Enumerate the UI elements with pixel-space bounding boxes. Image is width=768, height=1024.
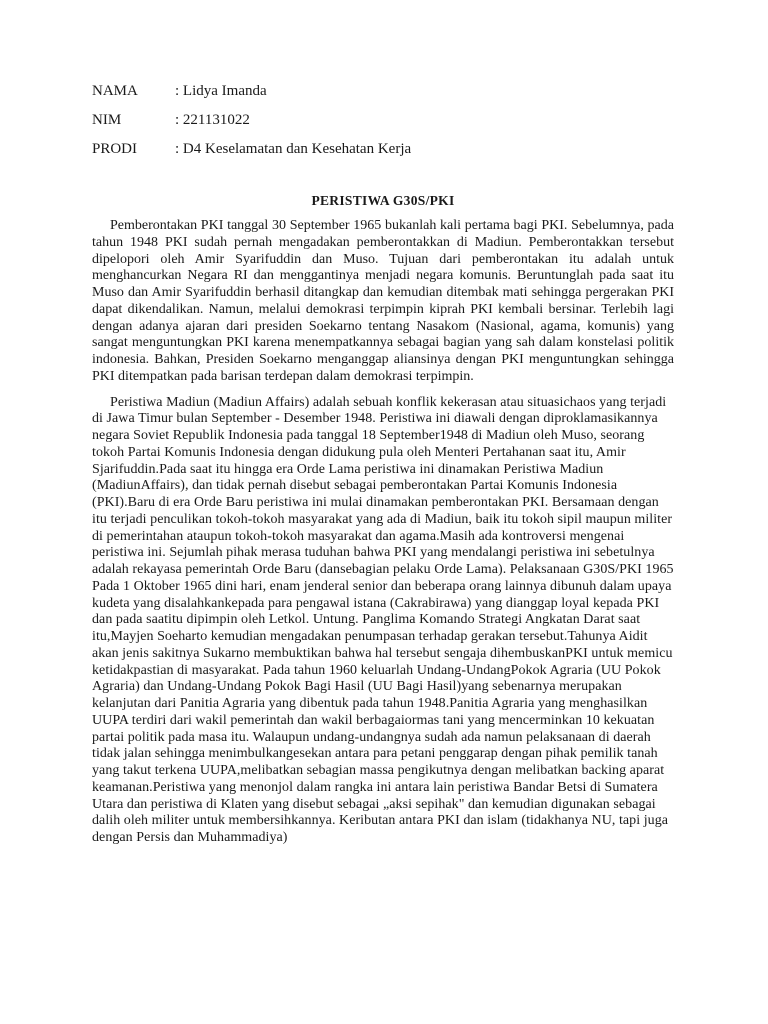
nim-label: NIM (92, 112, 122, 128)
nama-label: NAMA (92, 83, 138, 99)
prodi-value: : D4 Keselamatan dan Kesehatan Kerja (175, 141, 412, 157)
info-row-prodi (92, 140, 415, 169)
paragraph-pki-1965: Pemberontakan PKI tanggal 30 September 1965 bukanlah kali pertama bagi PKI. Sebelumnya, pada tahun 1948 PKI sudah pernah mengadakan pemberontakkan di Madiun. Pemberontakkan tersebut dipelopori oleh Amir Syarifuddin dan Muso. Tujuan dari pemberontakan itu adalah untuk menghancurkan Negara RI dan menggantinya menjadi negara komunis. Beruntunglah pada saat itu Muso dan Amir Syarifuddin berhasil ditangkap dan kemudian ditembak mati sehingga pergerakan PKI dapat dikendalikan. Namun, melalui demokrasi terpimpin kiprah PKI kembali bersinar. Terlebih lagi dengan adanya ajaran dari presiden Soekarno tentang Nasakom (Nasional, agama, komunis) yang sangat menguntungkan PKI karena menempatkannya sebagai bagian yang sah dalam konstelasi politik indonesia. Bahkan, Presiden Soekarno menganggap aliansinya dengan PKI menguntungkan sehingga PKI ditempatkan pada barisan terdepan dalam demokrasi terpimpin. (92, 218, 674, 384)
prodi-label: PRODI (92, 141, 138, 157)
student-info-table (92, 82, 415, 169)
paragraph-madiun-affair: Peristiwa Madiun (Madiun Affairs) adalah sebuah konflik kekerasan atau situasichaos yang terjadi di Jawa Timur bulan September - Desember 1948. Peristiwa ini diawali dengan diproklamasikannya negara Soviet Republik Indonesia pada tanggal 18 September1948 di Madiun oleh Muso, seorang tokoh Partai Komunis Indonesia dengan didukung pula oleh Menteri Pertahanan saat itu, Amir Sjarifuddin.Pada saat itu hingga era Orde Lama peristiwa ini dinamakan Peristiwa Madiun (MadiunAffairs), dan tidak pernah disebut sebagai pemberontakan Partai Komunis Indonesia (PKI).Baru di era Orde Baru peristiwa ini mulai dinamakan pemberontakan PKI. Bersamaan dengan itu terjadi penculikan tokoh-tokoh masyarakat yang ada di Madiun, baik itu tokoh sipil maupun militer di pemerintahan ataupun tokoh-tokoh masyarakat dan agama.Masih ada kontroversi mengenai peristiwa ini. Sejumlah pihak merasa tuduhan bahwa PKI yang mendalangi peristiwa ini sebetulnya adalah rekayasa pemerintah Orde Baru (dansebagian pelaku Orde Lama). Pelaksanaan G30S/PKI 1965 Pada 1 Oktober 1965 dini hari, enam jenderal senior dan beberapa orang lainnya dibunuh dalam upaya kudeta yang disalahkankepada para pengawal istana (Cakrabirawa) yang dianggap loyal kepada PKI dan pada saatitu dipimpin oleh Letkol. Untung. Panglima Komando Strategi Angkatan Darat saat itu,Mayjen Soeharto kemudian mengadakan penumpasan terhadap gerakan tersebut.Tahunya Aidit akan jenis sakitnya Sukarno membuktikan bahwa hal tersebut sengaja dihembuskanPKI untuk memicu ketidakpastian di masyarakat. Pada tahun 1960 keluarlah Undang-UndangPokok Agraria (UU Pokok Agraria) dan Undang-Undang Pokok Bagi Hasil (UU Bagi Hasil)yang sebenarnya merupakan kelanjutan dari Panitia Agraria yang dibentuk pada tahun 1948.Panitia Agraria yang menghasilkan UUPA terdiri dari wakil pemerintah dan wakil berbagaiormas tani yang mencerminkan 10 kekuatan partai politik pada masa itu. Walaupun undang-undangnya sudah ada namun pelaksanaan di daerah tidak jalan sehingga menimbulkangesekan antara para petani penggarap dengan pihak pemilik tanah yang takut terkena UUPA,melibatkan sebagian massa pengikutnya dengan melibatkan backing aparat keamanan.Peristiwa yang menonjol dalam rangka ini antara lain peristiwa Bandar Betsi di Sumatera Utara dan peristiwa di Klaten yang disebut sebagai „aksi sepihak" dan kemudian digunakan sebagai dalih oleh militer untuk membersihkannya. Keributan antara PKI dan islam (tidakhanya NU, tapi juga dengan Persis dan Muhammadiya) (92, 394, 674, 845)
document-title: PERISTIWA G30S/PKI (311, 193, 455, 208)
nim-value: : 221131022 (175, 112, 250, 128)
document-page (92, 82, 674, 847)
nama-value: : Lidya Imanda (175, 83, 267, 99)
info-row-nim (92, 111, 415, 140)
info-row-nama (92, 82, 415, 111)
